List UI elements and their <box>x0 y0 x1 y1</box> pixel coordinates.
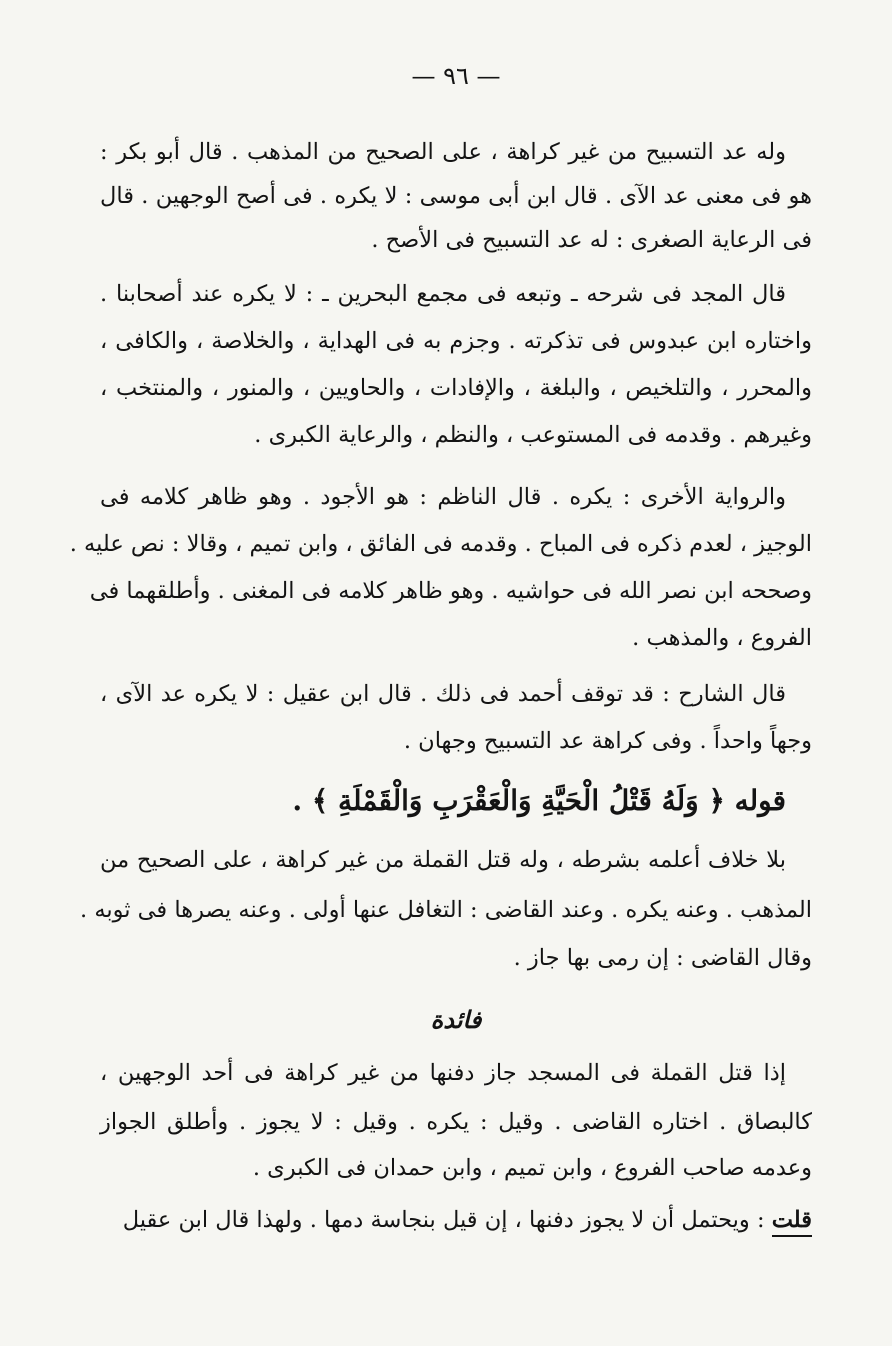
text-line: كالبصاق . اختاره القاضى . وقيل : يكره . وقيل : لا يجوز . وأطلق الجواز <box>100 1109 812 1135</box>
text-line: المذهب . وعنه يكره . وعند القاضى : التغافل عنها أولى . وعنه يصرها فى ثوبه . <box>80 897 812 923</box>
text-line: الوجيز ، لعدم ذكره فى المباح . وقدمه فى الفائق ، وابن تميم ، وقالا : نص عليه . <box>69 531 812 557</box>
text-line-last <box>100 1200 812 1240</box>
text-line: بلا خلاف أعلمه بشرطه ، وله قتل القملة من غير كراهة ، على الصحيح من <box>100 847 786 873</box>
last-line-text: : ويحتمل أن لا يجوز دفنها ، إن قيل بنجاسة دمها . ولهذا قال ابن عقيل <box>122 1207 772 1233</box>
text-line: وله عد التسبيح من غير كراهة ، على الصحيح من المذهب . قال أبو بكر : <box>100 139 786 165</box>
text-line: وعدمه صاحب الفروع ، وابن تميم ، وابن حمدان فى الكبرى . <box>252 1155 812 1181</box>
page-number: — ٩٦ — <box>411 62 501 90</box>
text-line: إذا قتل القملة فى المسجد جاز دفنها من غير كراهة فى أحد الوجهين ، <box>100 1060 786 1086</box>
text-line: واختاره ابن عبدوس فى تذكرته . وجزم به فى الهداية ، والخلاصة ، والكافى ، <box>100 328 812 354</box>
text-line: وقال القاضى : إن رمى بها جاز . <box>513 945 812 971</box>
text-line: وغيرهم . وقدمه فى المستوعب ، والنظم ، والرعاية الكبرى . <box>254 422 812 448</box>
text-line: هو فى معنى عد الآى . قال ابن أبى موسى : لا يكره . فى أصح الوجهين . قال <box>100 183 812 209</box>
qult-label: قلت <box>772 1207 812 1237</box>
document-page <box>69 0 812 1346</box>
text-line: وجهاً واحداً . وفى كراهة عد التسبيح وجهان . <box>403 728 812 754</box>
text-line: قال المجد فى شرحه ـ وتبعه فى مجمع البحرين ـ : لا يكره عند أصحابنا . <box>100 281 786 307</box>
subheading-faida: فائدة <box>430 1005 482 1034</box>
text-line: والرواية الأخرى : يكره . قال الناظم : هو الأجود . وهو ظاهر كلامه فى <box>100 484 786 510</box>
text-line: والمحرر ، والتلخيص ، والبلغة ، والإفادات ، والحاويين ، والمنور ، والمنتخب ، <box>100 375 812 401</box>
text-line: وصححه ابن نصر الله فى حواشيه . وهو ظاهر كلامه فى المغنى . وأطلقهما فى <box>89 578 812 604</box>
text-line: فى الرعاية الصغرى : له عد التسبيح فى الأصح . <box>371 227 812 253</box>
text-line: الفروع ، والمذهب . <box>632 625 812 651</box>
text-line: قال الشارح : قد توقف أحمد فى ذلك . قال ابن عقيل : لا يكره عد الآى ، <box>100 681 786 707</box>
section-heading: قوله ﴿ وَلَهُ قَتْلُ الْحَيَّةِ وَالْعَقْرَبِ وَالْقَمْلَةِ ﴾ . <box>292 784 786 817</box>
